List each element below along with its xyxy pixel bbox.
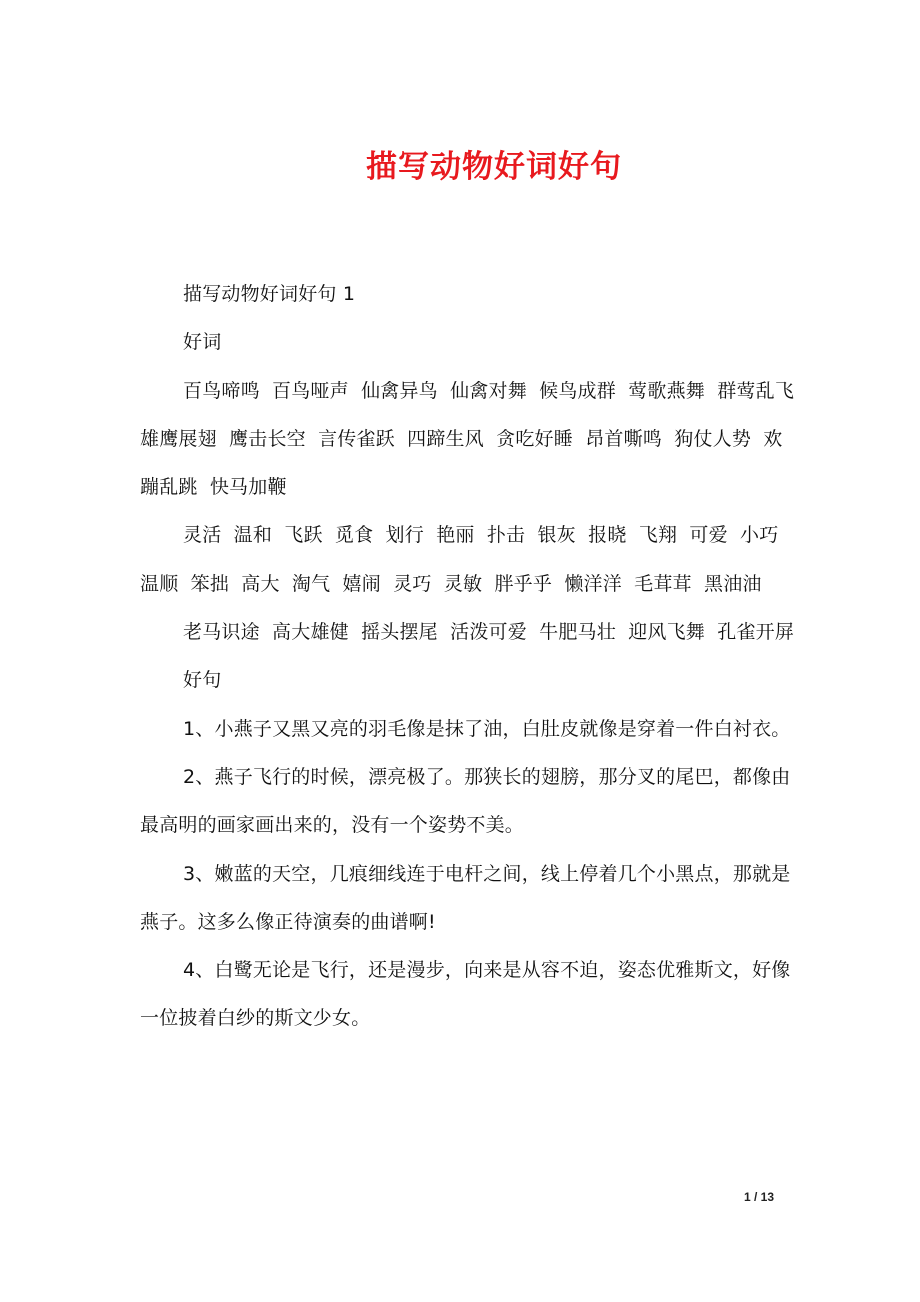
subheading-good-words: 好词 (183, 331, 222, 354)
sentence-4: 4、白鹭无论是飞行，还是漫步，向来是从容不迫，姿态优雅斯文，好像一位披着白纱的斯文少女。 (140, 959, 791, 1030)
document-body (140, 270, 800, 1043)
word-list-idioms: 百鸟啼鸣 百鸟哑声 仙禽异鸟 仙禽对舞 候鸟成群 莺歌燕舞 群莺乱飞 雄鹰展翅 鹰击长空 言传雀跃 四蹄生风 贪吃好睡 昂首嘶鸣 狗仗人势 欢蹦乱跳 快马加鞭 (140, 379, 795, 499)
word-list-adjectives: 灵活 温和 飞跃 觅食 划行 艳丽 扑击 银灰 报晓 飞翔 可爱 小巧 温顺 笨拙 高大 淘气 嬉闹 灵巧 灵敏 胖乎乎 懒洋洋 毛茸茸 黑油油 (140, 524, 779, 595)
sentence-3: 3、嫩蓝的天空，几痕细线连于电杆之间，线上停着几个小黑点，那就是燕子。这多么像正待演奏的曲谱啊! (140, 862, 791, 933)
sentence-1: 1、小燕子又黑又亮的羽毛像是抹了油，白肚皮就像是穿着一件白衬衣。 (183, 717, 791, 740)
document-title: 描写动物好词好句 (366, 149, 622, 185)
section-heading: 描写动物好词好句 1 (183, 283, 356, 305)
page-number: 1 / 13 (744, 1190, 775, 1204)
subheading-good-sentences: 好句 (183, 669, 222, 692)
sentence-2: 2、燕子飞行的时候，漂亮极了。那狭长的翅膀，那分叉的尾巴，都像由最高明的画家画出来的，没有一个姿势不美。 (140, 765, 791, 837)
word-list-phrases: 老马识途 高大雄健 摇头摆尾 活泼可爱 牛肥马壮 迎风飞舞 孔雀开屏 (183, 621, 795, 644)
